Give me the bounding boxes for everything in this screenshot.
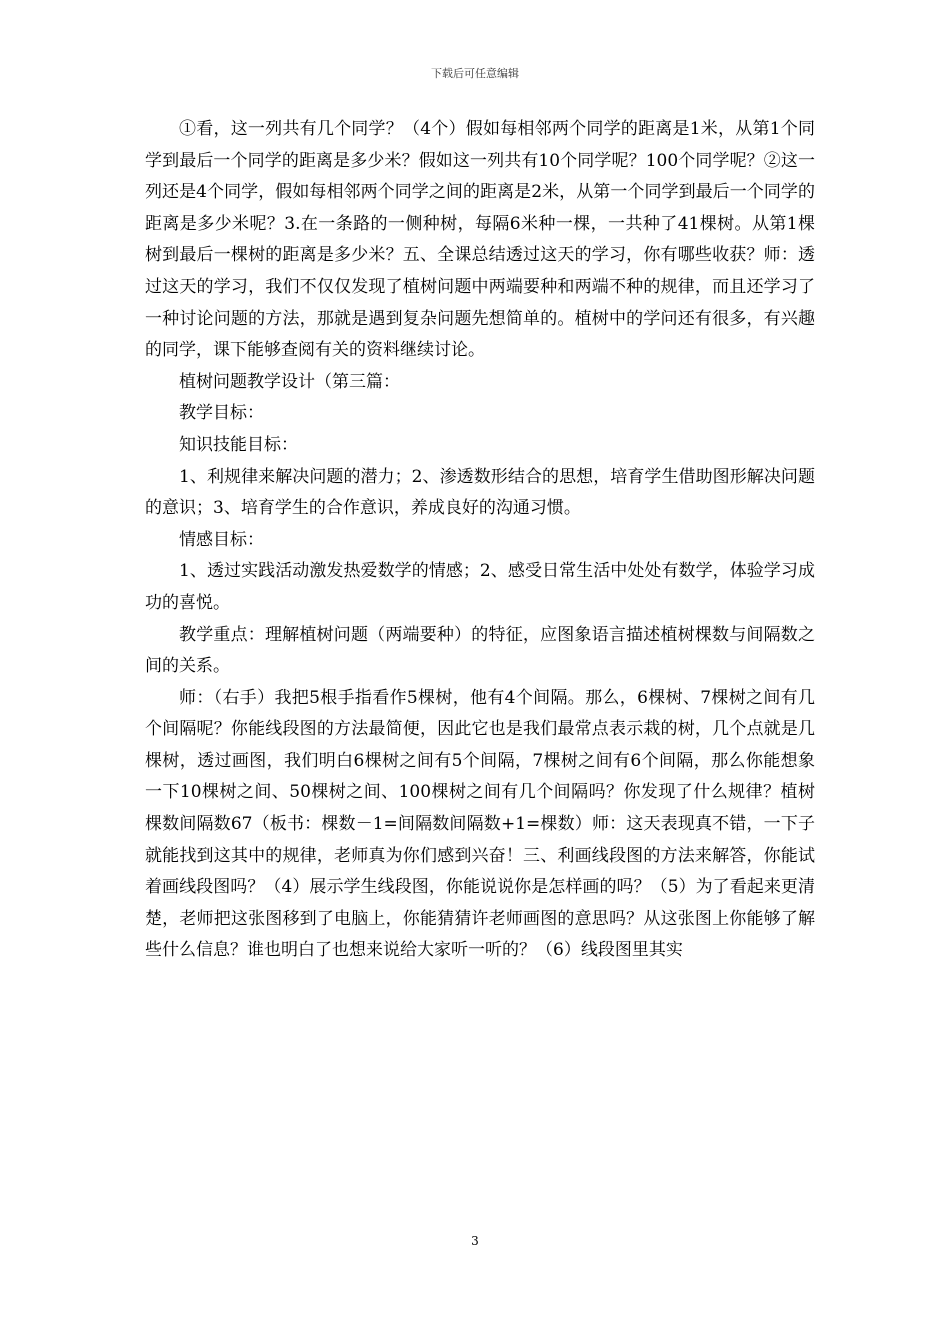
paragraph-section-title: 植树问题教学设计（第三篇： [179,371,400,392]
paragraph-emotion-goals: 1、透过实践活动激发热爱数学的情感；2、感受日常生活中处处有数学，体验学习成功的喜悦。 [145,561,815,613]
paragraph-lesson-exercises: ①看，这一列共有几个同学？（4个）假如每相邻两个同学的距离是1米，从第1个同学到最后一个同学的距离是多少米？假如这一列共有10个同学呢？100个同学呢？②这一列还是4个同学，假如每相邻两个同学之间的距离是2米，从第一个同学到最后一个同学的距离是多少米呢？3.在一条路的一侧种树，每隔6米种一棵，一共种了41棵树。从第1棵树到最后一棵树的距离是多少米？五、全课总结透过这天的学习，你有哪些收获？师：透过这天的学习，我们不仅仅发现了植树问题中两端要种和两端不种的规律，而且还学习了一种讨论问题的方法，那就是遇到复杂问题先想简单的。植树中的学问还有很多，有兴趣的同学，课下能够查阅有关的资料继续讨论。 [145,119,815,361]
document-body [145,114,815,967]
paragraph-emotion-goals-heading: 情感目标： [179,529,264,550]
page-header-note: 下载后可任意编辑 [431,67,519,80]
paragraph-teaching-goals-heading: 教学目标： [179,403,264,424]
paragraph-knowledge-goals-heading: 知识技能目标： [179,434,298,455]
paragraph-teaching-focus: 教学重点：理解植树问题（两端要种）的特征，应图象语言描述植树棵数与间隔数之间的关系。 [145,624,815,677]
paragraph-teacher-dialogue: 师：（右手）我把5根手指看作5棵树，他有4个间隔。那么，6棵树、7棵树之间有几个间隔呢？你能线段图的方法最简便，因此它也是我们最常点表示栽的树，几个点就是几棵树，透过画图，我们明白6棵树之间有5个间隔，7棵树之间有6个间隔，那么你能想象一下10棵树之间、50棵树之间、100棵树之间有几个间隔吗？你发现了什么规律？植树棵数间隔数67（板书：棵数－1=间隔数间隔数+1=棵数）师：这天表现真不错，一下子就能找到这其中的规律，老师真为你们感到兴奋！三、利画线段图的方法来解答，你能试着画线段图吗？（4）展示学生线段图，你能说说你是怎样画的吗？（5）为了看起来更清楚，老师把这张图移到了电脑上，你能猜猜许老师画图的意思吗？从这张图上你能够了解些什么信息？谁也明白了也想来说给大家听一听的？（6）线段图里其实 [145,687,815,961]
page-number: 3 [471,1234,479,1248]
paragraph-knowledge-goals: 1、利规律来解决问题的潜力；2、渗透数形结合的思想，培育学生借助图形解决问题的意识；3、培育学生的合作意识，养成良好的沟通习惯。 [145,466,815,519]
